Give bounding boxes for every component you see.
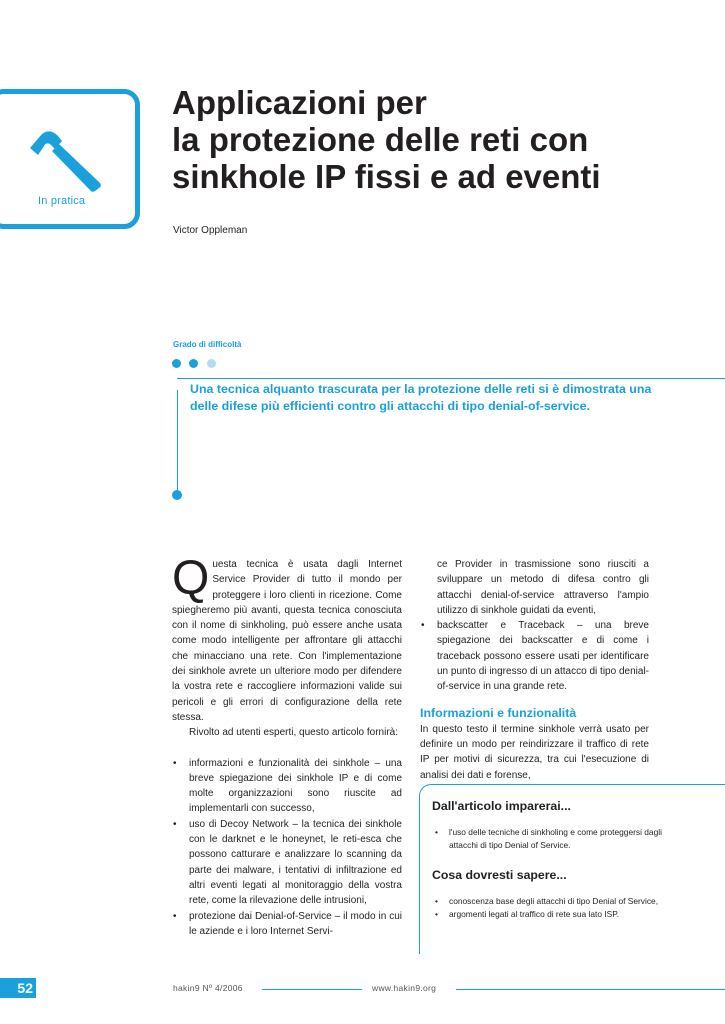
body-column-1 [172, 552, 402, 939]
difficulty-dot-empty [207, 359, 216, 368]
footer-rule [456, 989, 725, 990]
section-heading: Informazioni e funzionalità [420, 705, 577, 720]
difficulty-dot-filled [172, 359, 181, 368]
website-link[interactable]: www.hakin9.org [372, 983, 437, 993]
body-paragraph: Rivolto ad utenti esperti, questo articolo fornirà: [189, 727, 398, 739]
body-column-2 [420, 557, 649, 783]
title-line: la protezione delle reti con [172, 121, 589, 158]
bullet-list [172, 756, 402, 940]
difficulty-dot-filled [189, 359, 198, 368]
list-item: • protezione dai Denial-of-Service – il modo in cui le aziende e i loro Internet Servi- [172, 909, 402, 940]
title-line: sinkhole IP fissi e ad eventi [172, 158, 601, 195]
drop-cap: Q [172, 552, 210, 605]
list-item: • backscatter e Traceback – una breve spiegazione dei backscatter e di come i traceback possono essere usati per identificare un punto di ingresso di un attacco di tipo denial-of-service in una grande rete. [420, 618, 649, 694]
difficulty-label: Grado di difficoltà [173, 340, 242, 349]
magazine-issue: hakin9 Nº 4/2006 [173, 983, 243, 993]
list-item: • argomenti legati al traffico di rete sua lato ISP. [433, 908, 683, 921]
sidebox-heading: Dall'articolo imparerai... [432, 799, 571, 813]
list-item: ce Provider in trasmissione sono riusciti a sviluppare un metodo di difesa contro gli attacchi denial-of-service attraverso l'ampio utilizzo di sinkhole guidati da eventi, [437, 559, 649, 616]
sidebox-heading: Cosa dovresti sapere... [432, 868, 567, 882]
lead-frame-line [177, 378, 725, 379]
page-number: 52 [0, 978, 36, 998]
bullet-list-continuation [420, 557, 649, 618]
list-item: • uso di Decoy Network – la tecnica dei sinkhole con le darknet e le honeynet, le reti-esca che possono catturare e analizzare lo scanning da parte dei malware, i tentativi di infiltrazione ed altri eventi legati al monitoraggio della vostra rete, come la rilevazione delle intrusioni, [172, 817, 402, 909]
list-item: • l'uso delle tecniche di sinkholing e come proteggersi dagli attacchi di tipo Denial of Service. [433, 826, 683, 852]
lead-frame-dot [172, 490, 182, 500]
author: Victor Oppleman [173, 225, 248, 236]
section-label: In pratica [38, 195, 86, 207]
hammer-icon [28, 128, 108, 194]
bullet-list [420, 618, 649, 694]
list-item: • conoscenza base degli attacchi di tipo Denial of Service, [433, 895, 683, 908]
list-item: • informazioni e funzionalità dei sinkhole – una breve spiegazione dei sinkhole IP e di come molte organizzazioni sono riuscite ad implementarli con successo, [172, 756, 402, 817]
sidebox-list [433, 895, 683, 921]
body-paragraph: uesta tecnica è usata dagli Internet Service Provider di tutto il mondo per proteggere i loro clienti in ricezione. Come spiegheremo più avanti, questa tecnica conosciuta con il nome di sinkholing, può essere anche usata come modo intelligente per affrontare gli attacchi che minacciano una rete. Con l'implementazione dei sinkhole avrete un ulteriore modo per difendere la vostra rete e raccogliere informazioni valide sui pericoli e gli errori di configurazione della rete stessa. [172, 559, 402, 723]
article-title [172, 84, 712, 195]
difficulty-rating [172, 355, 220, 365]
lead-frame-line [177, 390, 178, 492]
lead-paragraph: Una tecnica alquanto trascurata per la protezione delle reti si è dimostrata una delle difese più efficienti contro gli attacchi di tipo denial-of-service. [190, 382, 652, 413]
body-paragraph: In questo testo il termine sinkhole verrà usato per definire un modo per reindirizzare il traffico di rete IP per motivi di sicurezza, tra cui l'esecuzione di analisi dei dati e forense, [420, 723, 649, 781]
footer-rule [262, 989, 362, 990]
sidebox-list [433, 826, 683, 852]
title-line: Applicazioni per [172, 84, 427, 121]
